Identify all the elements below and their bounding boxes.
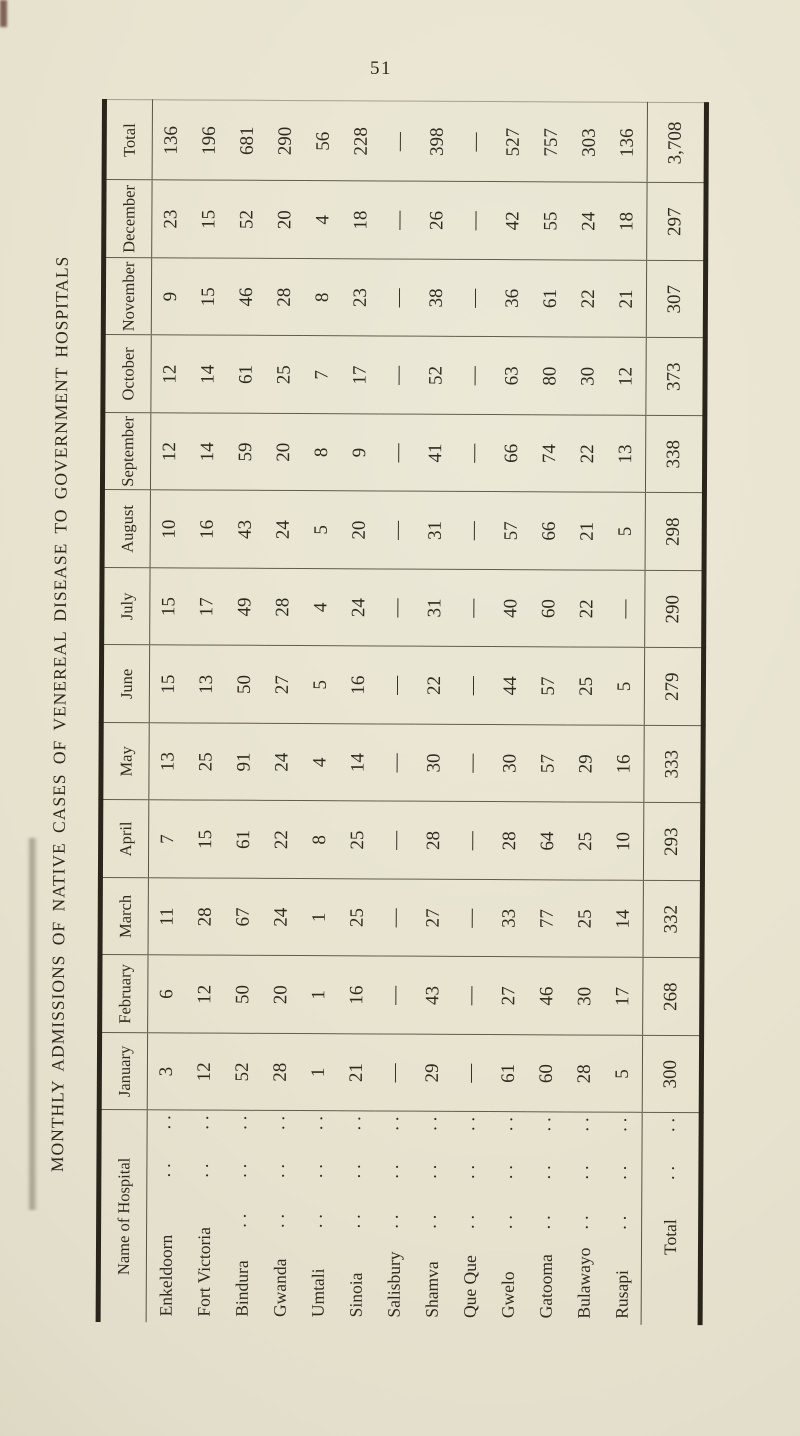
value-cell: 27 (415, 879, 453, 957)
hospital-name-cell (261, 1111, 300, 1323)
column-header-april: April (100, 800, 148, 878)
value-cell: 18 (608, 183, 647, 261)
leader-dots: .. (268, 1208, 289, 1228)
value-cell: — (453, 879, 491, 957)
value-cell: 14 (605, 880, 644, 958)
value-cell: 61 (532, 260, 570, 338)
value-cell: 16 (189, 490, 227, 568)
leader-dots: .. (458, 1209, 479, 1229)
value-cell: 5 (607, 493, 646, 571)
value-cell: 15 (150, 568, 189, 646)
value-cell: — (380, 181, 418, 259)
value-cell: 28 (415, 802, 453, 880)
hospital-row (527, 102, 571, 1324)
column-header-december: December (104, 180, 152, 258)
value-cell: — (455, 414, 493, 492)
value-cell: 33 (491, 880, 529, 958)
value-cell: 40 (492, 570, 530, 648)
value-cell: 63 (493, 337, 531, 415)
value-cell: 28 (264, 568, 302, 646)
leader-dots: .. (344, 1159, 365, 1179)
leader-dots: .. (230, 1110, 251, 1130)
total-row-label-cell (641, 1113, 701, 1325)
hospital-name: Rusapi (611, 1270, 632, 1319)
leader-dots: .. (572, 1210, 593, 1230)
value-cell: 61 (227, 336, 265, 414)
hospital-name: Salisbury (383, 1251, 404, 1318)
value-cell: — (376, 956, 414, 1034)
total-value-cell: 338 (645, 415, 704, 493)
value-cell: 77 (529, 880, 567, 958)
total-value-cell: 298 (645, 493, 704, 571)
leader-dots: .. (268, 1110, 289, 1130)
value-cell: — (453, 724, 491, 802)
column-header-july: July (102, 568, 150, 646)
value-cell: 4 (302, 569, 340, 647)
value-cell: 20 (262, 956, 300, 1034)
value-cell: 25 (339, 879, 377, 957)
value-cell: — (456, 182, 494, 260)
value-cell: 60 (528, 1035, 566, 1113)
hospital-name-cell (337, 1111, 376, 1323)
total-value-cell: 290 (645, 570, 704, 648)
hospital-name: Bulawayo (573, 1247, 594, 1319)
value-cell: 1 (300, 956, 338, 1034)
leader-dots: .. (192, 1158, 213, 1178)
value-cell: 56 (305, 101, 343, 181)
value-cell: 5 (604, 1035, 643, 1113)
value-cell: 36 (494, 260, 532, 338)
leader-dots: .. (420, 1159, 441, 1179)
value-cell: 30 (491, 725, 529, 803)
value-cell: 17 (604, 958, 643, 1036)
column-header-october: October (103, 335, 151, 413)
table-header (98, 100, 152, 1322)
value-cell: 16 (340, 646, 378, 724)
value-cell: — (454, 647, 492, 725)
value-cell: 25 (567, 880, 605, 958)
value-cell: 28 (566, 1035, 604, 1113)
value-cell: 80 (531, 337, 569, 415)
value-cell: 91 (225, 723, 263, 801)
leader-dots: .. (496, 1112, 517, 1132)
value-cell: 12 (150, 413, 189, 491)
total-value-cell: 3,708 (647, 103, 706, 183)
leader-dots: .. (534, 1112, 555, 1132)
value-cell: 52 (228, 181, 266, 259)
value-cell: 21 (608, 260, 647, 338)
hospital-row (603, 103, 648, 1325)
value-cell: 28 (187, 878, 225, 956)
value-cell: 57 (529, 725, 567, 803)
value-cell: 20 (266, 181, 304, 259)
value-cell: 17 (188, 568, 226, 646)
value-cell: — (377, 879, 415, 957)
value-cell: 398 (419, 102, 457, 182)
value-cell: 681 (229, 101, 267, 181)
value-cell: 67 (225, 878, 263, 956)
value-cell: 10 (150, 490, 189, 568)
value-cell: 12 (151, 335, 190, 413)
report-title: MONTHLY ADMISSIONS OF NATIVE CASES OF VENEREAL DISEASE TO GOVERNMENT HOSPITALS (47, 255, 72, 1173)
value-cell: — (455, 492, 493, 570)
value-cell: 74 (531, 415, 569, 493)
value-cell: 30 (415, 724, 453, 802)
value-cell: 66 (531, 492, 569, 570)
value-cell: 3 (147, 1033, 186, 1111)
value-cell: — (379, 491, 417, 569)
value-cell: 4 (304, 181, 342, 259)
leader-dots: .. (657, 1160, 678, 1181)
value-cell: 8 (304, 259, 342, 337)
column-header-november: November (103, 258, 151, 336)
value-cell: 12 (186, 955, 224, 1033)
value-cell: — (379, 414, 417, 492)
value-cell: 31 (417, 492, 455, 570)
value-cell: — (381, 101, 419, 181)
leader-dots: .. (458, 1159, 479, 1179)
total-value-cell: 279 (644, 648, 703, 726)
hospital-name: Shamva (421, 1261, 442, 1318)
value-cell: — (453, 802, 491, 880)
value-cell: 13 (188, 645, 226, 723)
leader-dots: .. (230, 1208, 251, 1228)
value-cell: 24 (570, 182, 608, 260)
value-cell: 25 (568, 647, 606, 725)
total-value-cell: 332 (643, 880, 702, 958)
value-cell: 26 (418, 182, 456, 260)
hospital-name-cell (146, 1110, 186, 1322)
value-cell: 50 (224, 956, 262, 1034)
value-cell: — (452, 957, 490, 1035)
hospital-name: Gwanda (269, 1258, 290, 1317)
value-cell: 21 (338, 1034, 376, 1112)
value-cell: — (456, 259, 494, 337)
leader-dots: .. (534, 1210, 555, 1230)
value-cell: 5 (606, 648, 645, 726)
value-cell: 55 (532, 182, 570, 260)
hospital-name: Enkeldoorn (155, 1234, 176, 1317)
value-cell: 228 (343, 101, 381, 181)
value-cell: 20 (341, 491, 379, 569)
value-cell: 15 (190, 180, 228, 258)
hospital-name-cell (451, 1112, 490, 1324)
value-cell: 136 (609, 103, 648, 183)
scan-corner-artifact (0, 0, 7, 27)
value-cell: 17 (341, 336, 379, 414)
hospital-row (261, 101, 305, 1323)
value-cell: — (454, 569, 492, 647)
value-cell: 5 (303, 491, 341, 569)
leader-dots: .. (610, 1210, 631, 1230)
admissions-table-wrapper (96, 100, 710, 1325)
leader-dots: .. (610, 1112, 631, 1132)
value-cell: 14 (339, 724, 377, 802)
hospital-row (489, 102, 533, 1324)
value-cell: — (606, 570, 645, 648)
column-header-total: Total (104, 100, 152, 180)
total-value-cell: 333 (644, 725, 703, 803)
value-cell: 41 (417, 414, 455, 492)
leader-dots: .. (657, 1112, 678, 1133)
value-cell: 136 (152, 100, 191, 180)
value-cell: 61 (490, 1035, 528, 1113)
value-cell: 38 (418, 259, 456, 337)
hospital-row (299, 101, 343, 1323)
value-cell: 50 (226, 646, 264, 724)
leader-dots: .. (230, 1158, 251, 1178)
value-cell: 14 (189, 335, 227, 413)
hospital-name: Gatooma (535, 1254, 556, 1319)
value-cell: 22 (416, 647, 454, 725)
value-cell: 22 (263, 801, 301, 879)
value-cell: 9 (341, 414, 379, 492)
hospital-name: Que Que (459, 1255, 480, 1318)
value-cell: 43 (227, 491, 265, 569)
value-cell: 25 (265, 336, 303, 414)
value-cell: 64 (529, 802, 567, 880)
column-header-february: February (100, 955, 148, 1033)
leader-dots: .. (496, 1210, 517, 1230)
leader-dots: .. (572, 1160, 593, 1180)
hospital-row (413, 102, 457, 1324)
value-cell: 57 (530, 647, 568, 725)
value-cell: 4 (301, 724, 339, 802)
column-header-august: August (102, 490, 150, 568)
value-cell: 66 (493, 415, 531, 493)
value-cell: 7 (303, 336, 341, 414)
hospital-name: Umtali (307, 1268, 328, 1318)
hospital-row (146, 100, 191, 1322)
value-cell: 42 (494, 182, 532, 260)
header-row (98, 100, 152, 1322)
hospital-name-cell (565, 1112, 604, 1324)
scan-crease (27, 838, 38, 1210)
leader-dots: .. (496, 1160, 517, 1180)
leader-dots: .. (420, 1111, 441, 1131)
value-cell: — (455, 337, 493, 415)
total-row-label: Total (659, 1219, 680, 1256)
value-cell: 23 (152, 180, 191, 258)
hospital-name-cell (489, 1112, 528, 1324)
leader-dots: .. (420, 1209, 441, 1229)
value-cell: 31 (416, 569, 454, 647)
value-cell: 22 (570, 260, 608, 338)
leader-dots: .. (154, 1158, 175, 1178)
value-cell: 8 (301, 801, 339, 879)
value-cell: 18 (342, 181, 380, 259)
column-header-may: May (101, 723, 149, 801)
hospital-name: Bindura (231, 1260, 252, 1317)
leader-dots: .. (344, 1111, 365, 1131)
value-cell: — (377, 801, 415, 879)
value-cell: 57 (493, 492, 531, 570)
hospital-name-cell (375, 1111, 414, 1323)
value-cell: 12 (186, 1033, 224, 1111)
hospital-name-cell (413, 1112, 452, 1324)
total-value-cell: 307 (646, 260, 705, 338)
page-number: 51 (370, 58, 392, 79)
value-cell: — (378, 569, 416, 647)
hospital-name: Sinoia (345, 1272, 366, 1318)
total-value-cell: 300 (642, 1035, 701, 1113)
value-cell: 8 (303, 414, 341, 492)
value-cell: 6 (148, 955, 187, 1033)
value-cell: 25 (567, 802, 605, 880)
value-cell: 29 (414, 1034, 452, 1112)
value-cell: 16 (338, 956, 376, 1034)
value-cell: 15 (149, 645, 188, 723)
value-cell: 24 (265, 491, 303, 569)
value-cell: 527 (495, 102, 533, 182)
value-cell: 61 (225, 801, 263, 879)
value-cell: 22 (568, 570, 606, 648)
value-cell: 24 (263, 723, 301, 801)
value-cell: 303 (571, 102, 609, 182)
hospital-name: Fort Victoria (193, 1226, 214, 1317)
hospital-name-cell (603, 1113, 643, 1325)
value-cell: 15 (190, 258, 228, 336)
column-header-name-of-hospital: Name of Hospital (113, 1157, 133, 1276)
leader-dots: .. (154, 1110, 175, 1130)
total-value-cell: 297 (647, 183, 706, 261)
value-cell: 20 (265, 413, 303, 491)
hospital-name-cell (185, 1110, 224, 1322)
leader-dots: .. (192, 1110, 213, 1130)
column-header-march: March (100, 878, 148, 956)
leader-dots: .. (572, 1112, 593, 1132)
hospital-name: Gwelo (497, 1271, 518, 1319)
value-cell: 7 (148, 800, 187, 878)
hospital-name-cell (223, 1111, 262, 1323)
value-cell: 29 (567, 725, 605, 803)
value-cell: 10 (605, 803, 644, 881)
value-cell: 757 (533, 102, 571, 182)
value-cell: 11 (148, 878, 187, 956)
total-value-cell: 268 (643, 958, 702, 1036)
leader-dots: .. (610, 1160, 631, 1180)
value-cell: — (379, 336, 417, 414)
value-cell: — (380, 259, 418, 337)
value-cell: 1 (301, 879, 339, 957)
leader-dots: .. (344, 1209, 365, 1229)
hospital-name-cell (527, 1112, 566, 1324)
value-cell: 52 (417, 337, 455, 415)
value-cell: 24 (340, 569, 378, 647)
value-cell: 49 (226, 568, 264, 646)
leader-dots: .. (458, 1111, 479, 1131)
value-cell: 28 (266, 258, 304, 336)
value-cell: 15 (187, 800, 225, 878)
leader-dots: .. (382, 1159, 403, 1179)
leader-dots: .. (534, 1160, 555, 1180)
hospital-row (223, 101, 267, 1323)
value-cell: 60 (530, 570, 568, 648)
value-cell: 24 (263, 878, 301, 956)
value-cell: 25 (339, 801, 377, 879)
column-header-september: September (102, 413, 150, 491)
value-cell: — (452, 1034, 490, 1112)
leader-dots: .. (268, 1158, 289, 1178)
value-cell: — (378, 646, 416, 724)
value-cell: 5 (302, 646, 340, 724)
value-cell: 59 (227, 413, 265, 491)
leader-dots: .. (382, 1111, 403, 1131)
value-cell: 1 (300, 1034, 338, 1112)
value-cell: 23 (342, 259, 380, 337)
leader-dots: .. (306, 1209, 327, 1229)
value-cell: 28 (491, 802, 529, 880)
value-cell: 46 (528, 957, 566, 1035)
value-cell: 52 (224, 1033, 262, 1111)
value-cell: — (457, 102, 495, 182)
leader-dots: .. (306, 1159, 327, 1179)
value-cell: 30 (566, 957, 604, 1035)
value-cell: 16 (605, 725, 644, 803)
value-cell: — (376, 1034, 414, 1112)
total-value-cell: 293 (643, 803, 702, 881)
value-cell: 27 (490, 957, 528, 1035)
hospital-row (185, 100, 229, 1322)
value-cell: 9 (151, 258, 190, 336)
leader-dots: .. (382, 1209, 403, 1229)
value-cell: 290 (267, 101, 305, 181)
total-row (641, 103, 706, 1325)
hospital-row (565, 102, 609, 1324)
value-cell: 14 (189, 413, 227, 491)
value-cell: 13 (149, 723, 188, 801)
value-cell: 13 (607, 415, 646, 493)
value-cell: 28 (262, 1033, 300, 1111)
value-cell: 196 (191, 100, 229, 180)
value-cell: 22 (569, 415, 607, 493)
column-header-june: June (101, 645, 149, 723)
value-cell: 27 (264, 646, 302, 724)
admissions-table (96, 100, 709, 1326)
hospital-row (451, 102, 495, 1324)
value-cell: 46 (228, 258, 266, 336)
value-cell: 44 (492, 647, 530, 725)
value-cell: 25 (187, 723, 225, 801)
total-value-cell: 373 (646, 338, 705, 416)
value-cell: — (377, 724, 415, 802)
value-cell: 12 (607, 338, 646, 416)
table-body (146, 100, 706, 1325)
hospital-name-cell (299, 1111, 338, 1323)
hospital-row (337, 101, 381, 1323)
value-cell: 43 (414, 957, 452, 1035)
leader-dots: .. (306, 1111, 327, 1131)
value-cell: 30 (569, 337, 607, 415)
hospital-row (375, 101, 419, 1323)
value-cell: 21 (569, 492, 607, 570)
column-header-january: January (99, 1033, 147, 1111)
